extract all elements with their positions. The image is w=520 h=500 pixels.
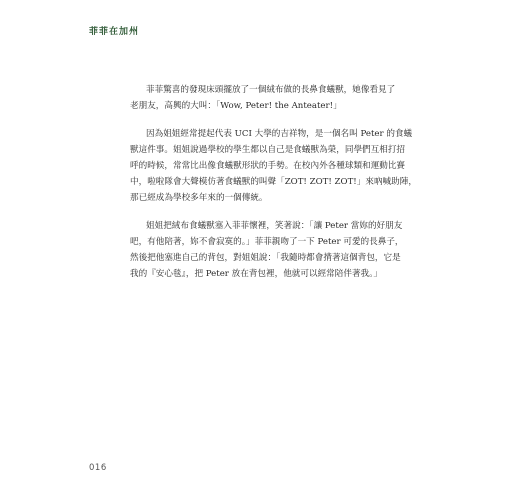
text-line: 我的『安心毯』，把 Peter 放在背包裡，他就可以經常陪伴著我。」 <box>130 269 383 279</box>
text-line: 菲菲驚喜的發現床頭擺放了一個絨布做的長鼻食蟻獸，她像看見了 <box>146 85 396 95</box>
page-number: 016 <box>89 463 107 473</box>
text-line: 呼的時候，常常比出像食蟻獸形狀的手勢。在校內外各種球類和運動比賽 <box>130 161 406 171</box>
text-line: 中，啦啦隊會大聲模仿著食蟻獸的叫聲「ZOT! ZOT! ZOT!」來吶喊助陣， <box>130 177 417 187</box>
paragraph-2 <box>130 126 417 206</box>
text-line: 姐姐把絨布食蟻獸塞入菲菲懷裡，笑著說：「讓 Peter 當妳的好朋友 <box>146 221 403 231</box>
running-head: 菲菲在加州 <box>89 27 140 37</box>
text-line: 因為姐姐經常提起代表 UCI 大學的吉祥物，是一個名叫 Peter 的食蟻 <box>146 129 413 139</box>
text-line: 獸這件事。姐姐說過學校的學生都以自己是食蟻獸為榮，同學們互相打招 <box>130 145 406 155</box>
text-line: 吧，有他陪著，妳不會寂寞的。」菲菲親吻了一下 Peter 可愛的長鼻子， <box>130 237 404 247</box>
paragraph-1 <box>130 82 400 114</box>
text-line: 然後把他塞進自己的背包，對姐姐說：「我隨時都會揹著這個背包，它是 <box>130 253 401 263</box>
text-line: 老朋友，高興的大叫：「Wow, Peter! the Anteater!」 <box>130 101 342 111</box>
paragraph-3 <box>130 218 404 282</box>
body-text <box>130 82 417 294</box>
text-line: 那已經成為學校多年來的一個傳統。 <box>130 193 268 203</box>
